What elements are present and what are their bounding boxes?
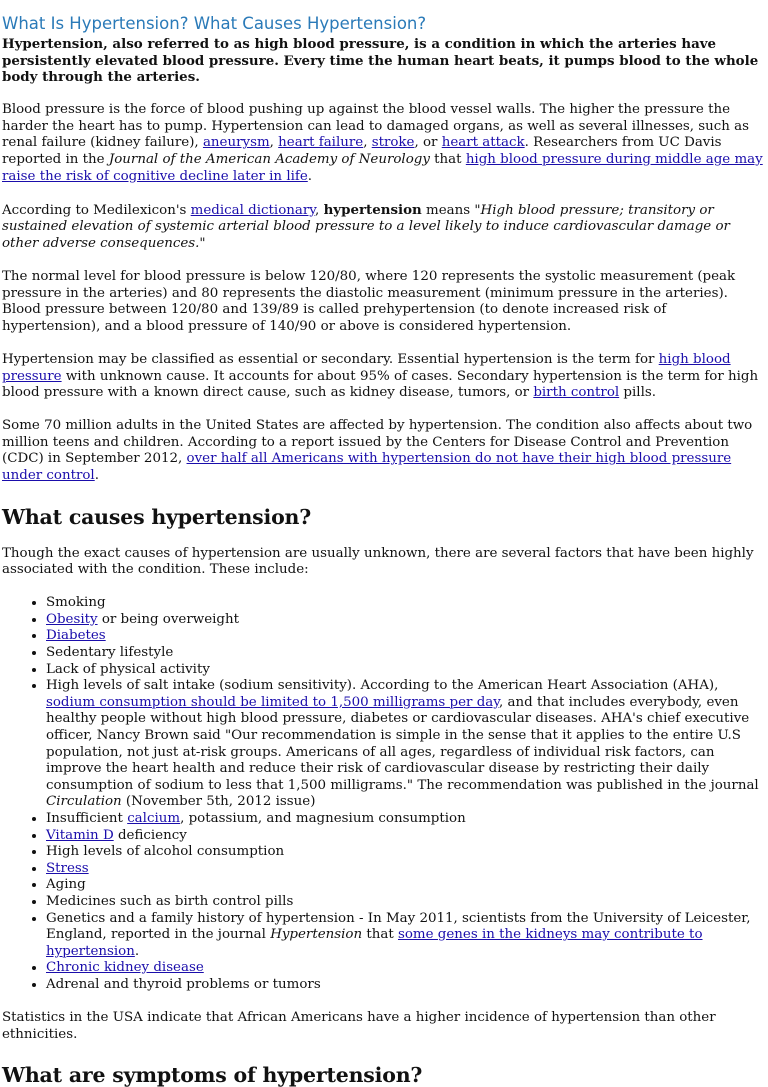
heading-causes: What causes hypertension? bbox=[2, 504, 312, 529]
article bbox=[0, 14, 768, 1087]
paragraph-normal-levels: The normal level for blood pressure is below 120/80, where 120 represents the systolic measurement (peak pressure in the arteries) and 80 represents the diastolic measurement (minimum pressure in the arteries). Blood pressure between 120/80 and 139/89 is called prehypertension (to denote increased risk of hypertension), and a blood pressure of 140/90 or above is considered hypertension. bbox=[2, 269, 736, 334]
definition-quote: "High blood pressure; transitory or sustained elevation of systemic arterial blood pressure to a level likely to induce cardiovascular damage or other adverse consequences." bbox=[2, 202, 730, 251]
paragraph-blood-pressure: Blood pressure is the force of blood pushing up against the blood vessel walls. The higher the pressure the harder the heart has to pump. Hypertension can lead to damaged organs, as well as several illnesses, such as renal failure (kidney failure), aneurysm, heart failure, stroke, or heart attack. Researchers from UC Davis reported in the Journal of the American Academy of Neurology that high blood pressure during middle age may raise the risk of cognitive decline later in life. bbox=[2, 102, 763, 184]
link-diabetes[interactable]: Diabetes bbox=[46, 628, 106, 644]
list-item: • Vitamin D deficiency bbox=[46, 828, 766, 845]
link-cdc-report[interactable]: over half all Americans with hypertension do not have their high blood pressure under control bbox=[2, 451, 732, 483]
paragraph-causes-intro: Though the exact causes of hypertension are usually unknown, there are several factors that have been highly associated with the condition. These include: bbox=[2, 545, 754, 578]
page-title: What Is Hypertension? What Causes Hypertension? bbox=[2, 14, 427, 33]
list-item: • Aging bbox=[46, 877, 766, 894]
list-item: • High levels of salt intake (sodium sensitivity). According to the American Heart Association (AHA), sodium consumption should be limited to 1,500 milligrams per day, and that includes everybody, even healthy people without high blood pressure, diabetes or cardiovascular diseases. AHA's chief executive officer, Nancy Brown said "Our recommendation is simple in the sense that it applies to the entire U.S population, not just at-risk groups. Americans of all ages, regardless of individual risk factors, can improve the heart health and reduce their risk of cardiovascular disease by restricting their daily consumption of sodium to less that 1,500 milligrams." The recommendation was published in the journal Circulation (November 5th, 2012 issue) bbox=[46, 678, 766, 811]
journal-hypertension: Hypertension bbox=[270, 927, 363, 943]
list-item: • Genetics and a family history of hypertension - In May 2011, scientists from the University of Leicester, England, reported in the journal Hypertension that some genes in the kidneys may contribute to hypertension. bbox=[46, 911, 766, 961]
link-medical-dictionary[interactable]: medical dictionary bbox=[190, 202, 316, 218]
intro-paragraph: Hypertension, also referred to as high blood pressure, is a condition in which the arteries have persistently elevated blood pressure. Every time the human heart beats, it pumps blood to the whole body through the arteries. bbox=[2, 36, 759, 86]
link-high-blood-pressure[interactable]: high blood pressure bbox=[2, 351, 731, 384]
link-aneurysm[interactable]: aneurysm bbox=[202, 135, 270, 151]
link-calcium[interactable]: calcium bbox=[127, 810, 181, 826]
list-item: • Adrenal and thyroid problems or tumors bbox=[46, 977, 766, 994]
list-item: • Obesity or being overweight bbox=[46, 612, 766, 629]
link-chronic-kidney-disease[interactable]: Chronic kidney disease bbox=[46, 960, 204, 976]
link-vitamin-d[interactable]: Vitamin D bbox=[46, 827, 114, 843]
link-birth-control[interactable]: birth control bbox=[533, 385, 620, 401]
paragraph-definition: According to Medilexicon's medical dictionary, hypertension means "High blood pressure; transitory or sustained elevation of systemic arterial blood pressure to a level likely to induce cardiovascular damage or other adverse consequences." bbox=[2, 201, 730, 251]
link-sodium-consumption[interactable]: sodium consumption should be limited to 1,500 milligrams per day bbox=[46, 694, 500, 710]
link-heart-failure[interactable]: heart failure bbox=[278, 135, 364, 151]
list-item bbox=[46, 861, 766, 878]
journal-circulation: Circulation bbox=[46, 794, 122, 810]
link-heart-attack[interactable]: heart attack bbox=[441, 135, 525, 151]
link-kidney-genes[interactable]: some genes in the kidneys may contribute to hypertension bbox=[46, 927, 703, 959]
link-stress[interactable]: Stress bbox=[46, 860, 89, 876]
journal-name: Journal of the American Academy of Neurology bbox=[108, 152, 430, 168]
list-item bbox=[46, 960, 766, 977]
paragraph-ethnicity-stats: Statistics in the USA indicate that African Americans have a higher incidence of hypertension than other ethnicities. bbox=[2, 1010, 716, 1042]
causes-list bbox=[2, 595, 766, 993]
list-item: • Insufficient calcium, potassium, and magnesium consumption bbox=[46, 811, 766, 828]
heading-symptoms: What are symptoms of hypertension? bbox=[2, 1063, 423, 1087]
list-item bbox=[46, 628, 766, 645]
paragraph-classification: Hypertension may be classified as essential or secondary. Essential hypertension is the term for high blood pressure with unknown cause. It accounts for about 95% of cases. Secondary hypertension is the term for high blood pressure with a known direct cause, such as kidney disease, tumors, or birth control pills. bbox=[2, 351, 759, 401]
link-stroke[interactable]: stroke bbox=[371, 135, 415, 151]
list-item: • Medicines such as birth control pills bbox=[46, 894, 766, 911]
list-item: • Lack of physical activity bbox=[46, 662, 766, 679]
paragraph-statistics-us: Some 70 million adults in the United States are affected by hypertension. The condition also affects about two million teens and children. According to a report issued by the Centers for Disease Control and Prevention (CDC) in September 2012, over half all Americans with hypertension do not have their high blood pressure under control. bbox=[2, 418, 753, 483]
list-item: • Smoking bbox=[46, 595, 766, 612]
link-obesity[interactable]: Obesity bbox=[46, 611, 98, 627]
list-item: • Sedentary lifestyle bbox=[46, 645, 766, 662]
term-hypertension: hypertension bbox=[323, 201, 422, 218]
list-item: • High levels of alcohol consumption bbox=[46, 844, 766, 861]
link-cognitive-decline[interactable]: high blood pressure during middle age may raise the risk of cognitive decline later in life bbox=[2, 152, 763, 184]
